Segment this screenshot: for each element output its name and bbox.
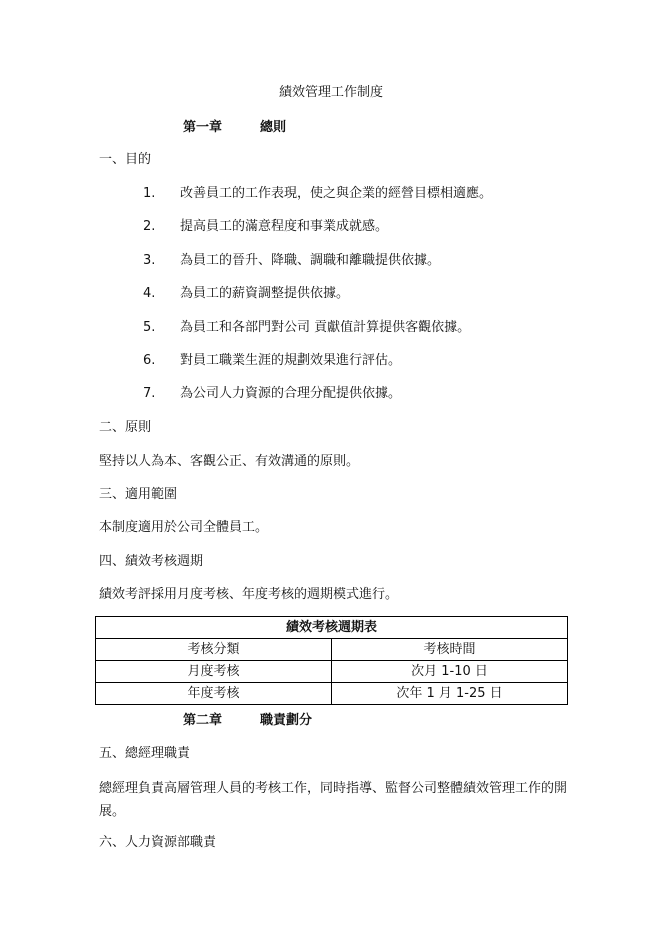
chapter-2-number: 第二章 — [183, 713, 223, 728]
table-row — [96, 683, 568, 705]
list-item-number: 1. — [143, 186, 156, 201]
list-item-text: 提高員工的滿意程度和事業成就感。 — [180, 219, 389, 234]
list-item-number: 6. — [143, 353, 156, 368]
list-item-text: 為員工和各部門對公司 貢獻值計算提供客觀依據。 — [180, 320, 471, 335]
chapter-2-name: 職責劃分 — [260, 713, 313, 728]
list-item-text: 對員工職業生涯的規劃效果進行評估。 — [180, 353, 402, 368]
section-6-heading: 六、人力資源部職責 — [99, 835, 217, 850]
list-item-text: 改善員工的工作表現，使之與企業的經營目標相適應。 — [180, 186, 493, 201]
table-caption-row — [96, 617, 568, 639]
list-item-text: 為員工的晉升、降職、調職和離職提供依據。 — [180, 253, 441, 268]
section-5-body: 總經理負責高層管理人員的考核工作，同時指導、監督公司整體績效管理工作的開展。 — [99, 781, 568, 819]
table-header-cell: 考核分類 — [96, 639, 332, 661]
table-header-row — [96, 639, 568, 661]
assessment-cycle-table — [95, 616, 568, 705]
list-item — [0, 186, 662, 202]
table-caption: 績效考核週期表 — [96, 617, 568, 639]
table-row — [96, 661, 568, 683]
list-item — [0, 386, 662, 402]
table-cell: 次月 1-10 日 — [332, 661, 568, 683]
table-cell: 年度考核 — [96, 683, 332, 705]
list-item-text: 為公司人力資源的合理分配提供依據。 — [180, 386, 402, 401]
document-title: 績效管理工作制度 — [278, 85, 383, 100]
section-5-heading: 五、總經理職責 — [99, 746, 191, 761]
list-item-number: 4. — [143, 286, 156, 301]
list-item — [0, 320, 662, 336]
list-item — [0, 219, 662, 235]
section-3-body: 本制度適用於公司全體員工。 — [99, 520, 269, 535]
list-item — [0, 353, 662, 369]
list-item-number: 5. — [143, 320, 156, 335]
list-item — [0, 286, 662, 302]
list-item — [0, 253, 662, 269]
section-4-body: 績效考評採用月度考核、年度考核的週期模式進行。 — [99, 587, 399, 602]
chapter-1-number: 第一章 — [183, 120, 223, 135]
table-cell: 月度考核 — [96, 661, 332, 683]
chapter-1-heading — [183, 120, 286, 136]
list-item-number: 7. — [143, 386, 156, 401]
section-1-heading: 一、目的 — [99, 152, 152, 167]
section-2-body: 堅持以人為本、客觀公正、有效溝通的原則。 — [99, 454, 360, 469]
section-3-heading: 三、適用範圍 — [99, 487, 178, 502]
chapter-1-name: 總則 — [260, 120, 287, 135]
section-2-heading: 二、原則 — [99, 420, 152, 435]
list-item-text: 為員工的薪資調整提供依據。 — [180, 286, 350, 301]
table-cell: 次年 1 月 1-25 日 — [332, 683, 568, 705]
chapter-2-heading — [183, 713, 312, 729]
table-header-cell: 考核時間 — [332, 639, 568, 661]
list-item-number: 2. — [143, 219, 156, 234]
section-4-heading: 四、績效考核週期 — [99, 554, 204, 569]
list-item-number: 3. — [143, 253, 156, 268]
